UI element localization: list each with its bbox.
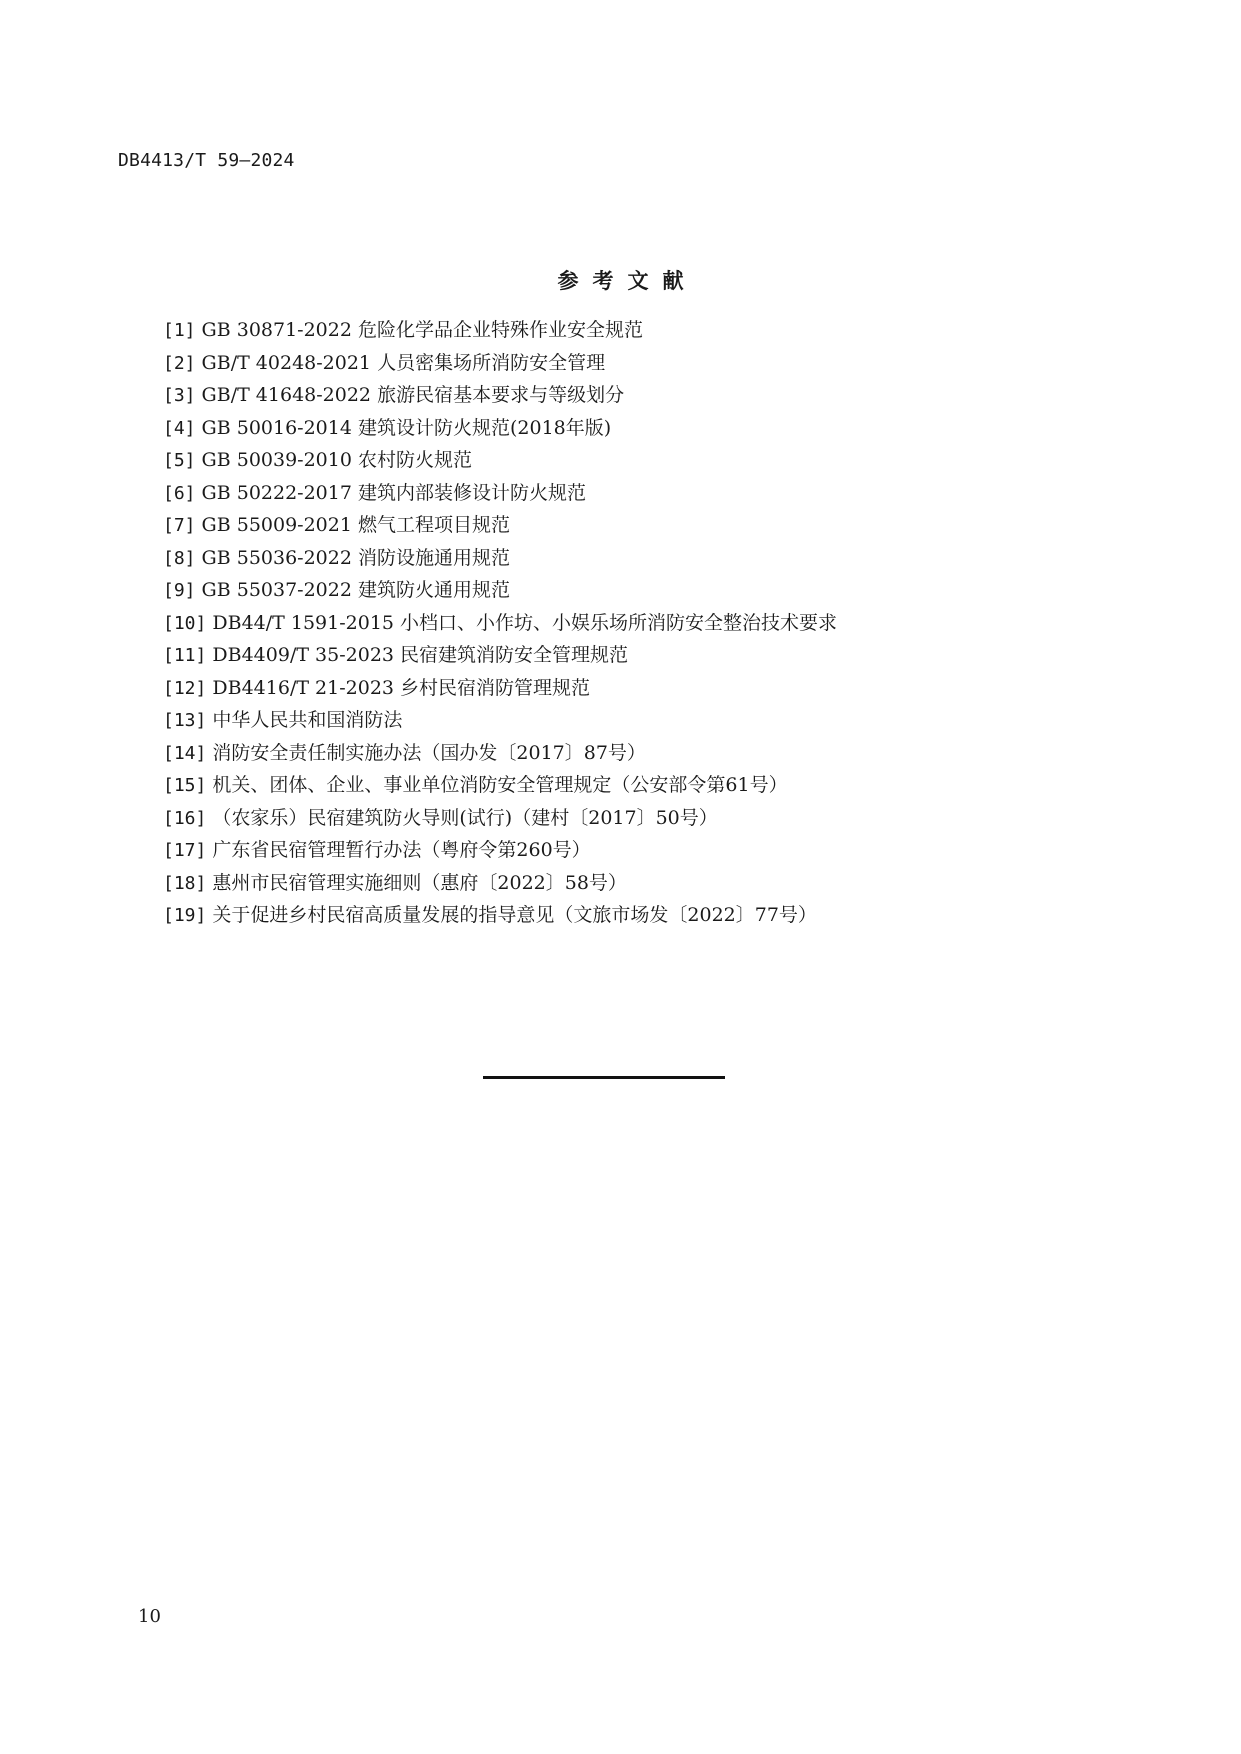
reference-number: [12] bbox=[163, 677, 207, 699]
reference-text: DB4409/T 35-2023 民宿建筑消防安全管理规范 bbox=[206, 644, 629, 666]
reference-number: [14] bbox=[163, 742, 207, 764]
reference-number: [9] bbox=[163, 580, 196, 601]
reference-number: [15] bbox=[163, 775, 207, 796]
reference-item bbox=[163, 639, 837, 672]
reference-number: [13] bbox=[163, 710, 207, 731]
reference-item bbox=[163, 412, 837, 445]
reference-number: [3] bbox=[163, 385, 196, 406]
reference-item bbox=[163, 737, 837, 770]
reference-number: [5] bbox=[163, 450, 196, 471]
reference-number: [10] bbox=[163, 612, 207, 634]
reference-text: GB 50039-2010 农村防火规范 bbox=[195, 449, 472, 471]
reference-text: 关于促进乡村民宿高质量发展的指导意见（文旅市场发〔2022〕77号） bbox=[206, 904, 817, 926]
reference-item bbox=[163, 509, 837, 542]
reference-item bbox=[163, 379, 837, 412]
reference-number: [1] bbox=[163, 320, 196, 341]
reference-text: GB 55037-2022 建筑防火通用规范 bbox=[195, 579, 510, 601]
reference-number: [6] bbox=[163, 482, 196, 504]
reference-item bbox=[163, 834, 837, 867]
reference-text: GB 30871-2022 危险化学品企业特殊作业安全规范 bbox=[195, 319, 643, 341]
reference-text: 广东省民宿管理暂行办法（粤府令第260号） bbox=[206, 839, 591, 861]
reference-item bbox=[163, 477, 837, 510]
reference-item bbox=[163, 704, 837, 737]
reference-number: [11] bbox=[163, 645, 207, 666]
reference-text: GB 55036-2022 消防设施通用规范 bbox=[195, 546, 510, 569]
reference-item bbox=[163, 347, 837, 380]
reference-text: GB 55009-2021 燃气工程项目规范 bbox=[195, 514, 510, 536]
reference-item bbox=[163, 802, 837, 835]
reference-item bbox=[163, 314, 837, 347]
reference-item bbox=[163, 574, 837, 607]
reference-number: [18] bbox=[163, 872, 207, 894]
reference-item bbox=[163, 672, 837, 705]
reference-item bbox=[163, 899, 837, 932]
reference-text: 消防安全责任制实施办法（国办发〔2017〕87号） bbox=[206, 741, 646, 764]
reference-item bbox=[163, 607, 837, 640]
reference-list bbox=[163, 314, 837, 932]
reference-text: DB4416/T 21-2023 乡村民宿消防管理规范 bbox=[206, 676, 591, 699]
reference-text: GB 50016-2014 建筑设计防火规范(2018年版) bbox=[195, 416, 612, 439]
reference-item bbox=[163, 542, 837, 575]
reference-text: DB44/T 1591-2015 小档口、小作坊、小娱乐场所消防安全整治技术要求 bbox=[206, 611, 838, 634]
reference-item bbox=[163, 444, 837, 477]
reference-number: [4] bbox=[163, 417, 196, 439]
reference-number: [7] bbox=[163, 515, 196, 536]
document-code: DB4413/T 59—2024 bbox=[118, 150, 295, 171]
reference-text: GB 50222-2017 建筑内部装修设计防火规范 bbox=[195, 481, 586, 504]
reference-text: GB/T 40248-2021 人员密集场所消防安全管理 bbox=[195, 351, 606, 374]
reference-number: [16] bbox=[163, 807, 207, 829]
reference-text: 中华人民共和国消防法 bbox=[206, 709, 403, 731]
reference-number: [2] bbox=[163, 352, 196, 374]
reference-item bbox=[163, 867, 837, 900]
reference-text: （农家乐）民宿建筑防火导则(试行)（建村〔2017〕50号） bbox=[206, 806, 718, 829]
section-title: 参考文献 bbox=[557, 269, 698, 293]
page-number: 10 bbox=[138, 1606, 161, 1627]
reference-text: 机关、团体、企业、事业单位消防安全管理规定（公安部令第61号） bbox=[206, 774, 788, 796]
reference-item bbox=[163, 769, 837, 802]
reference-text: 惠州市民宿管理实施细则（惠府〔2022〕58号） bbox=[206, 871, 627, 894]
reference-text: GB/T 41648-2022 旅游民宿基本要求与等级划分 bbox=[195, 384, 625, 406]
reference-number: [19] bbox=[163, 905, 207, 926]
reference-number: [8] bbox=[163, 547, 196, 569]
end-of-document-rule bbox=[483, 1076, 725, 1079]
reference-number: [17] bbox=[163, 840, 207, 861]
